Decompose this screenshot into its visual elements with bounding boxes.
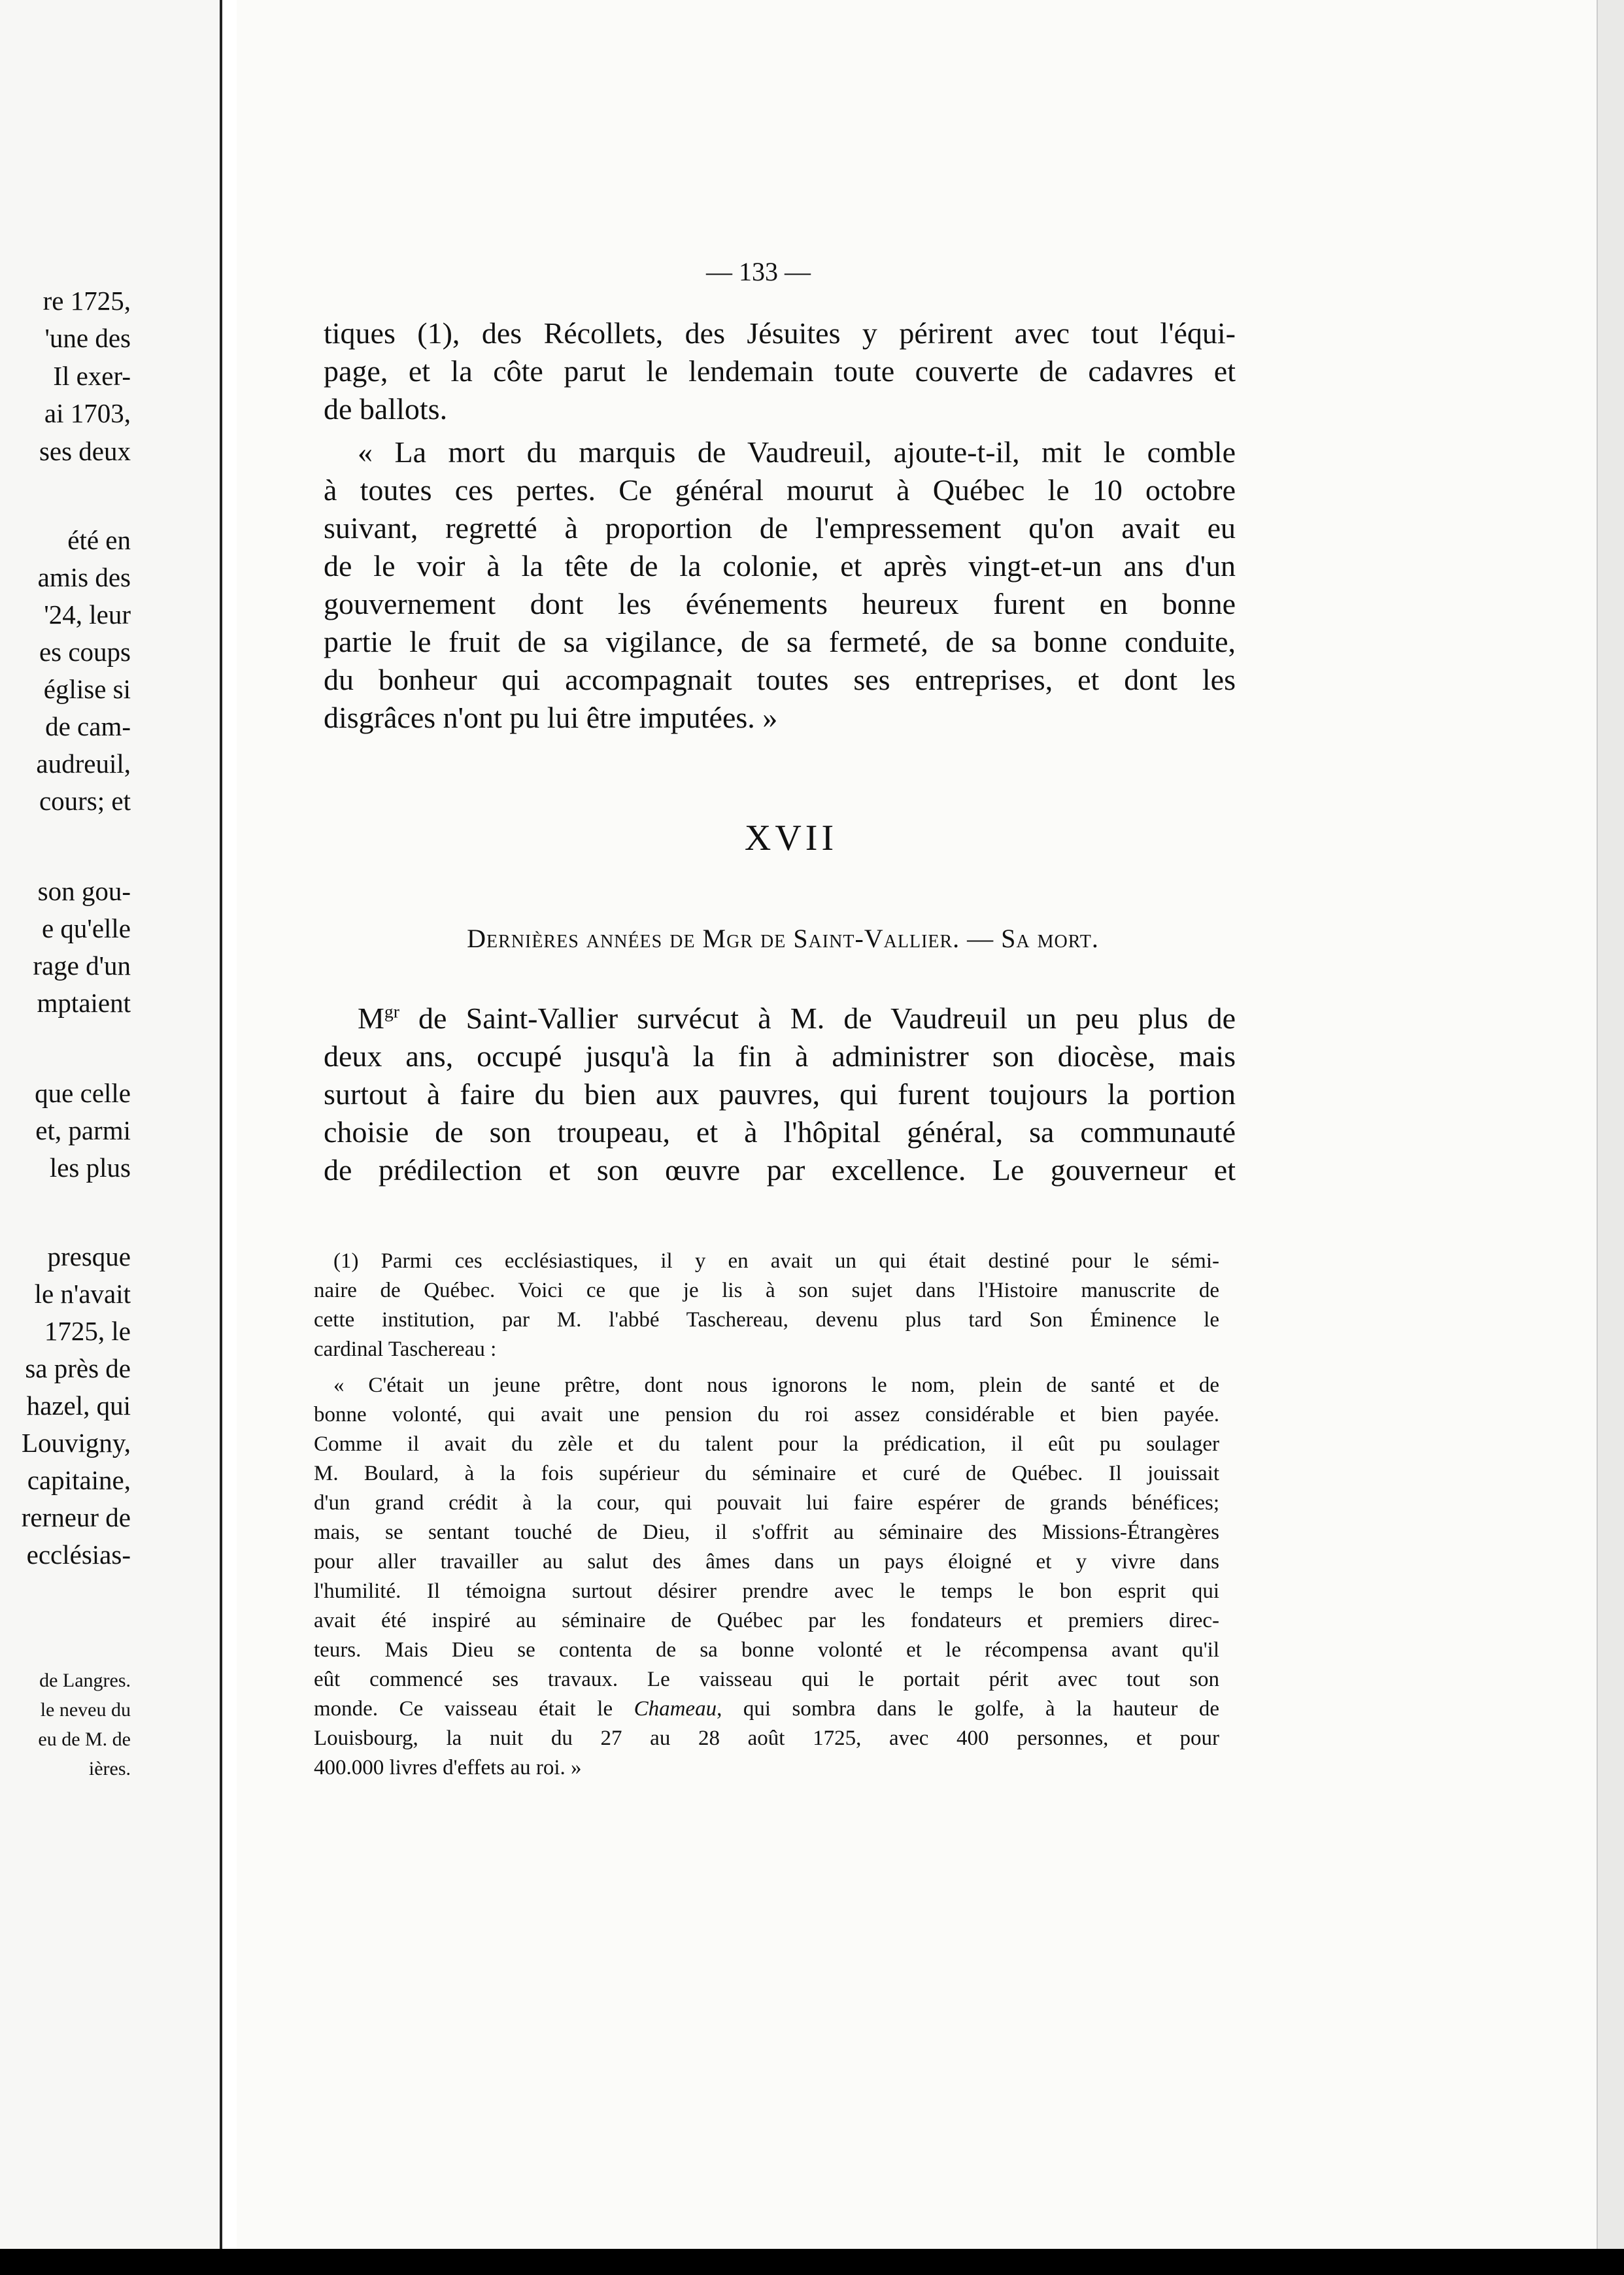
footnote-line: Louisbourg, la nuit du 27 au 28 août 1725, avec 400 personnes, et pour <box>314 1727 1219 1750</box>
left-line: cours; et <box>39 786 131 816</box>
left-line: sa près de <box>25 1353 131 1383</box>
left-line: presque <box>47 1241 131 1272</box>
left-line: et, parmi <box>35 1115 131 1145</box>
footnote-line: 400.000 livres d'effets au roi. » <box>314 1756 582 1779</box>
footnote-line: eût commencé ses travaux. Le vaisseau qui le portait périt avec tout son <box>314 1668 1219 1691</box>
left-line: audreuil, <box>36 749 131 779</box>
footnote-line: bonne volonté, qui avait une pension du roi assez considérable et bien payée. <box>314 1403 1219 1426</box>
footnote-line: d'un grand crédit à la cour, qui pouvait lui faire espérer de grands bénéfices; <box>314 1491 1219 1515</box>
left-line: hazel, qui <box>26 1390 131 1421</box>
left-line: amis des <box>37 562 131 592</box>
footnote-line: « C'était un jeune prêtre, dont nous ignorons le nom, plein de santé et de <box>333 1373 1219 1397</box>
left-line: ecclésias- <box>26 1540 131 1570</box>
body-line: de le voir à la tête de la colonie, et après vingt-et-un ans d'un <box>324 549 1236 582</box>
body-line: partie le fruit de sa vigilance, de sa fermeté, de sa bonne conduite, <box>324 625 1236 658</box>
left-line: '24, leur <box>44 599 131 630</box>
left-line: les plus <box>49 1153 131 1183</box>
body-line: « La mort du marquis de Vaudreuil, ajoute-t-il, mit le comble <box>358 435 1236 469</box>
body-line: suivant, regretté à proportion de l'empressement qu'on avait eu <box>324 511 1236 545</box>
footnote-line: pour aller travailler au salut des âmes dans un pays éloigné et y vivre dans <box>314 1550 1219 1574</box>
left-line: e qu'elle <box>41 913 131 943</box>
body-line: choisie de son troupeau, et à l'hôpital général, sa communauté <box>324 1115 1236 1149</box>
left-note-line: eu de M. de <box>38 1728 131 1750</box>
footnote-line: l'humilité. Il témoigna surtout désirer prendre avec le temps le bon esprit qui <box>314 1579 1219 1603</box>
left-line: église si <box>43 674 131 704</box>
right-page-edge <box>1597 0 1624 2249</box>
body-line: page, et la côte parut le lendemain toute couverte de cadavres et <box>324 354 1236 388</box>
left-note-line: le neveu du <box>40 1699 131 1721</box>
body-line: gouvernement dont les événements heureux furent en bonne <box>324 587 1236 620</box>
left-line: que celle <box>35 1078 131 1108</box>
left-note-line: de Langres. <box>39 1670 131 1691</box>
ship-name: Chameau <box>634 1697 717 1721</box>
chapter-number: XVII <box>744 818 838 858</box>
body-line: à toutes ces pertes. Ce général mourut à Québec le 10 octobre <box>324 473 1236 507</box>
body-line: tiques (1), des Récollets, des Jésuites y périrent avec tout l'équi- <box>324 316 1236 350</box>
left-page-fragment <box>0 0 222 2249</box>
page-number: — 133 — <box>706 257 811 286</box>
footnote-line: cette institution, par M. l'abbé Taschereau, devenu plus tard Son Éminence le <box>314 1308 1219 1332</box>
left-note-line: ières. <box>88 1758 131 1779</box>
footnote-line: M. Boulard, à la fois supérieur du séminaire et curé de Québec. Il jouissait <box>314 1462 1219 1485</box>
body-line: deux ans, occupé jusqu'à la fin à administrer son diocèse, mais <box>324 1039 1236 1073</box>
left-line: son gou- <box>37 876 131 906</box>
left-line: rage d'un <box>33 951 131 981</box>
left-line: rerneur de <box>21 1502 131 1532</box>
footnote-text: monde. Ce vaisseau était le <box>314 1697 634 1721</box>
footnote-line: Comme il avait du zèle et du talent pour la prédication, il eût pu soulager <box>314 1432 1219 1456</box>
body-line: de prédilection et son œuvre par excellence. Le gouverneur et <box>324 1153 1236 1187</box>
left-line: Louvigny, <box>21 1428 131 1458</box>
footnote-line: teurs. Mais Dieu se contenta de sa bonne volonté et le récompensa avant qu'il <box>314 1638 1219 1662</box>
body-line: disgrâces n'ont pu lui être imputées. » <box>324 701 778 734</box>
body-line: surtout à faire du bien aux pauvres, qui furent toujours la portion <box>324 1077 1236 1111</box>
left-line: mptaient <box>37 988 131 1018</box>
left-line: capitaine, <box>27 1465 131 1495</box>
left-page-edge <box>220 0 237 2249</box>
footnote-line: (1) Parmi ces ecclésiastiques, il y en avait un qui était destiné pour le sémi- <box>333 1249 1219 1273</box>
body-line: du bonheur qui accompagnait toutes ses entreprises, et dont les <box>324 663 1236 696</box>
left-line: de cam- <box>45 711 131 741</box>
body-line <box>324 1000 1236 1036</box>
footnote-line: avait été inspiré au séminaire de Québec par les fondateurs et premiers direc- <box>314 1609 1219 1632</box>
footnote-line: naire de Québec. Voici ce que je lis à son sujet dans l'Histoire manuscrite de <box>314 1279 1219 1302</box>
initial-m: M <box>358 1002 384 1035</box>
chapter-title: Dernières années de Mgr de Saint-Vallier. — Sa mort. <box>467 924 1099 953</box>
left-line: été en <box>67 525 131 555</box>
footnote-line: cardinal Taschereau : <box>314 1338 497 1361</box>
left-line: 'une des <box>44 323 131 353</box>
first-line-rest: de Saint-Vallier survécut à M. de Vaudreuil un peu plus de <box>399 1002 1236 1035</box>
body-line: de ballots. <box>324 392 448 426</box>
left-line: 1725, le <box>44 1316 131 1346</box>
footnote-line <box>314 1696 1219 1723</box>
left-line: ai 1703, <box>44 398 131 428</box>
left-line: Il exer- <box>53 361 131 391</box>
left-line: le n'avait <box>34 1279 131 1309</box>
footnote-line: mais, se sentant touché de Dieu, il s'offrit au séminaire des Missions-Étrangères <box>314 1521 1219 1544</box>
left-line: re 1725, <box>42 286 131 316</box>
footnote-text: , qui sombra dans le golfe, à la hauteur de <box>717 1697 1219 1721</box>
superscript-gr: gr <box>384 1001 399 1022</box>
left-line: es coups <box>39 637 131 667</box>
left-line: ses deux <box>39 436 131 466</box>
